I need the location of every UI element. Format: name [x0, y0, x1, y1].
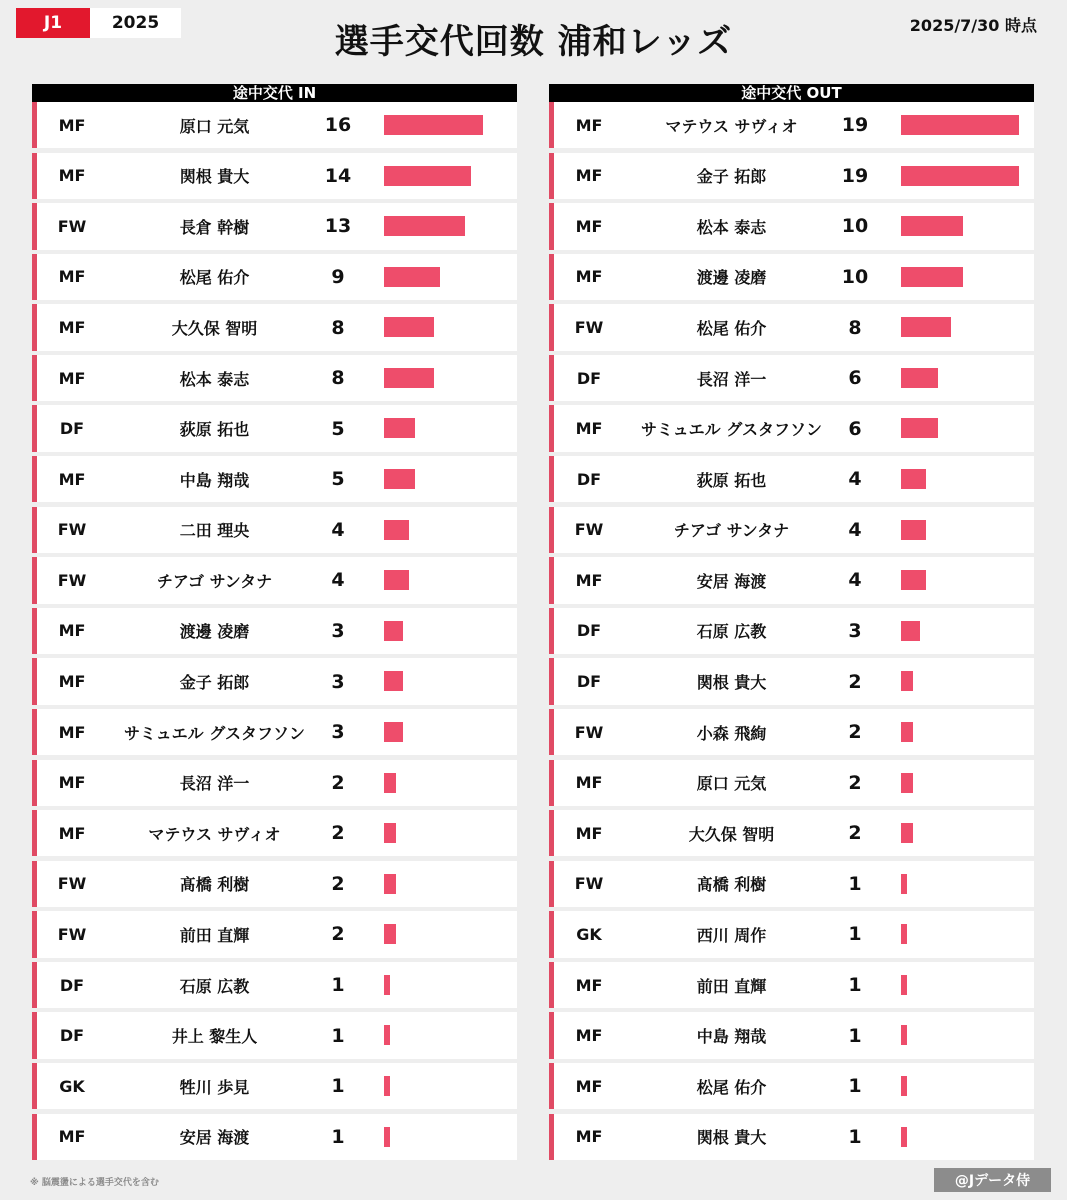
- player-name: 髙橋 利樹: [696, 875, 767, 895]
- position-label: MF: [575, 823, 603, 843]
- position-label: FW: [574, 318, 604, 337]
- panel-sub-in: [32, 84, 517, 1160]
- table-row: [32, 456, 517, 502]
- count-label: 14: [324, 164, 352, 187]
- table-row: [32, 1012, 517, 1058]
- player-name: 安居 海渡: [179, 1128, 250, 1148]
- position-label: MF: [58, 469, 86, 489]
- bar: [384, 166, 471, 186]
- bar: [384, 671, 403, 691]
- bar: [384, 570, 409, 590]
- table-row: [549, 962, 1034, 1008]
- position-label: FW: [57, 874, 87, 894]
- count-label: 4: [331, 569, 345, 592]
- bar: [901, 1127, 907, 1147]
- position-label: MF: [575, 773, 603, 793]
- count-label: 4: [331, 518, 345, 541]
- bar: [901, 823, 913, 843]
- count-label: 10: [841, 215, 869, 238]
- position-label: MF: [575, 1076, 603, 1096]
- table-row: [32, 254, 517, 300]
- bar: [384, 115, 483, 135]
- player-name: 石原 広教: [179, 976, 250, 996]
- player-name: サミュエル グスタフソン: [123, 723, 306, 743]
- position-label: FW: [57, 924, 87, 944]
- player-name: 渡邊 凌磨: [179, 622, 250, 642]
- bar: [901, 621, 920, 641]
- table-row: [32, 102, 517, 148]
- count-label: 13: [324, 215, 352, 238]
- player-name: 長倉 幹樹: [179, 217, 250, 237]
- position-label: MF: [575, 267, 603, 287]
- bar: [901, 975, 907, 995]
- table-row: [32, 962, 517, 1008]
- table-row: [32, 1063, 517, 1109]
- bar: [901, 722, 913, 742]
- count-label: 3: [331, 721, 345, 744]
- bar: [384, 418, 415, 438]
- position-label: MF: [58, 318, 86, 337]
- bar: [901, 671, 913, 691]
- position-label: MF: [575, 975, 603, 995]
- bar: [901, 874, 907, 894]
- bar: [384, 621, 403, 641]
- position-label: DF: [59, 1026, 85, 1046]
- player-name: チアゴ サンタナ: [673, 521, 790, 541]
- position-label: MF: [575, 115, 603, 135]
- player-name: 原口 元気: [179, 116, 250, 136]
- table-row: [549, 355, 1034, 401]
- bar: [384, 722, 403, 742]
- position-label: FW: [57, 216, 87, 236]
- player-name: チアゴ サンタナ: [156, 571, 273, 591]
- position-label: FW: [574, 520, 604, 540]
- table-row: [549, 153, 1034, 199]
- table-row: [32, 861, 517, 907]
- position-label: MF: [58, 773, 86, 793]
- player-name: 関根 貴大: [179, 167, 250, 187]
- chart-title: 選手交代回数 浦和レッズ: [334, 22, 733, 62]
- player-name: 松本 泰志: [696, 217, 767, 237]
- player-name: 荻原 拓也: [179, 420, 250, 440]
- table-row: [32, 760, 517, 806]
- count-label: 3: [848, 619, 862, 642]
- player-name: 小森 飛絢: [696, 723, 767, 743]
- count-label: 1: [848, 923, 862, 946]
- table-row: [549, 810, 1034, 856]
- position-label: MF: [575, 419, 603, 439]
- position-label: MF: [58, 267, 86, 287]
- count-label: 8: [331, 316, 345, 339]
- position-label: GK: [576, 924, 602, 944]
- player-name: 関根 貴大: [696, 1128, 767, 1148]
- player-name: 長沼 洋一: [179, 774, 250, 794]
- bar: [384, 216, 465, 236]
- table-row: [549, 405, 1034, 451]
- bar: [901, 317, 951, 337]
- table-row: [549, 254, 1034, 300]
- position-label: GK: [59, 1076, 85, 1096]
- player-name: 大久保 智明: [171, 319, 258, 338]
- player-name: 石原 広教: [696, 622, 767, 642]
- table-row: [549, 557, 1034, 603]
- table-row: [32, 911, 517, 957]
- player-name: 金子 拓郎: [696, 167, 767, 187]
- bar: [901, 267, 963, 287]
- player-name: 井上 黎生人: [171, 1027, 258, 1047]
- table-row: [549, 709, 1034, 755]
- position-label: DF: [576, 469, 602, 489]
- table-row: [549, 304, 1034, 350]
- table-row: [549, 658, 1034, 704]
- bar: [901, 520, 926, 540]
- bar: [901, 418, 938, 438]
- count-label: 3: [331, 670, 345, 693]
- position-label: DF: [576, 621, 602, 641]
- player-name: 牲川 歩見: [179, 1077, 250, 1097]
- position-label: DF: [59, 975, 85, 995]
- position-label: MF: [575, 166, 603, 186]
- bar: [901, 368, 938, 388]
- count-label: 1: [848, 974, 862, 997]
- player-name: 松本 泰志: [179, 369, 250, 389]
- bar: [901, 924, 907, 944]
- position-label: FW: [574, 722, 604, 742]
- count-label: 19: [841, 114, 869, 137]
- player-name: 前田 直輝: [179, 925, 250, 945]
- panel-title-in: 途中交代 IN: [32, 84, 517, 102]
- count-label: 4: [848, 518, 862, 541]
- season-badge: 2025: [90, 8, 181, 38]
- count-label: 1: [331, 1075, 345, 1098]
- table-row: [32, 507, 517, 553]
- count-label: 5: [331, 468, 345, 491]
- count-label: 6: [848, 417, 862, 440]
- bar: [384, 520, 409, 540]
- position-label: MF: [58, 621, 86, 641]
- count-label: 4: [848, 468, 862, 491]
- count-label: 4: [848, 569, 862, 592]
- player-name: サミュエル グスタフソン: [640, 420, 823, 440]
- count-label: 5: [331, 417, 345, 440]
- table-row: [32, 405, 517, 451]
- table-row: [549, 608, 1034, 654]
- bar: [384, 924, 396, 944]
- position-label: MF: [575, 570, 603, 590]
- position-label: MF: [575, 216, 603, 236]
- count-label: 2: [848, 721, 862, 744]
- bar: [384, 1025, 390, 1045]
- count-label: 1: [331, 1125, 345, 1148]
- bar: [901, 570, 926, 590]
- table-row: [549, 911, 1034, 957]
- player-name: マテウス サヴィオ: [665, 116, 798, 136]
- count-label: 1: [848, 1024, 862, 1047]
- credit-badge: @Jデータ侍: [934, 1168, 1051, 1192]
- player-name: 前田 直輝: [696, 976, 767, 996]
- table-row: [549, 1114, 1034, 1160]
- bar: [384, 975, 390, 995]
- bar: [901, 166, 1019, 186]
- player-name: 松尾 佑介: [179, 268, 250, 288]
- table-row: [549, 1063, 1034, 1109]
- position-label: MF: [58, 672, 86, 692]
- position-label: DF: [576, 368, 602, 388]
- count-label: 2: [331, 872, 345, 895]
- player-name: 関根 貴大: [696, 673, 767, 693]
- count-label: 1: [331, 1024, 345, 1047]
- table-row: [32, 709, 517, 755]
- bar: [384, 317, 434, 337]
- bar: [384, 368, 434, 388]
- count-label: 8: [848, 316, 862, 339]
- bar: [384, 773, 396, 793]
- count-label: 2: [848, 822, 862, 845]
- panel-sub-out: [549, 84, 1034, 1160]
- table-row: [32, 810, 517, 856]
- player-name: 渡邊 凌磨: [696, 268, 767, 288]
- count-label: 3: [331, 619, 345, 642]
- position-label: DF: [576, 672, 602, 692]
- header: [0, 0, 1067, 80]
- player-name: 二田 理央: [179, 521, 250, 541]
- bar: [384, 823, 396, 843]
- count-label: 9: [331, 265, 345, 288]
- position-label: MF: [58, 115, 86, 135]
- panel-title-out: 途中交代 OUT: [549, 84, 1034, 102]
- count-label: 1: [848, 1125, 862, 1148]
- position-label: DF: [59, 419, 85, 439]
- bar: [384, 267, 440, 287]
- position-label: MF: [58, 1127, 86, 1147]
- player-name: 西川 周作: [696, 925, 767, 945]
- bar: [901, 469, 926, 489]
- player-name: マテウス サヴィオ: [148, 824, 281, 844]
- position-label: MF: [575, 1127, 603, 1147]
- footnote: ※ 脳震盪による選手交代を含む: [30, 1178, 159, 1188]
- count-label: 6: [848, 367, 862, 390]
- player-name: 荻原 拓也: [696, 470, 767, 490]
- position-label: FW: [57, 520, 87, 540]
- count-label: 10: [841, 265, 869, 288]
- count-label: 1: [331, 974, 345, 997]
- table-row: [32, 1114, 517, 1160]
- player-name: 髙橋 利樹: [179, 875, 250, 895]
- bar: [901, 1076, 907, 1096]
- position-label: MF: [575, 1026, 603, 1046]
- count-label: 2: [331, 822, 345, 845]
- player-name: 原口 元気: [696, 774, 767, 794]
- player-name: 金子 拓郎: [179, 673, 250, 693]
- player-name: 中島 翔哉: [696, 1027, 767, 1047]
- table-row: [32, 355, 517, 401]
- position-label: MF: [58, 823, 86, 843]
- table-row: [32, 304, 517, 350]
- league-badge: J1: [16, 8, 90, 38]
- table-row: [32, 608, 517, 654]
- count-label: 2: [331, 923, 345, 946]
- as-of-date: 2025/7/30 時点: [909, 16, 1037, 35]
- table-row: [549, 507, 1034, 553]
- player-name: 松尾 佑介: [696, 1077, 767, 1097]
- count-label: 16: [324, 114, 352, 137]
- table-row: [549, 760, 1034, 806]
- player-name: 松尾 佑介: [696, 319, 767, 338]
- rows-sub-in: [32, 102, 517, 1160]
- player-name: 長沼 洋一: [696, 369, 767, 389]
- table-row: [549, 861, 1034, 907]
- count-label: 8: [331, 367, 345, 390]
- count-label: 2: [331, 771, 345, 794]
- player-name: 中島 翔哉: [179, 470, 250, 490]
- player-name: 大久保 智明: [688, 824, 775, 844]
- position-label: MF: [58, 368, 86, 388]
- position-label: FW: [57, 570, 87, 590]
- table-row: [32, 153, 517, 199]
- bar: [384, 874, 396, 894]
- bar: [901, 216, 963, 236]
- table-row: [32, 658, 517, 704]
- table-row: [32, 203, 517, 249]
- table-row: [549, 456, 1034, 502]
- table-row: [549, 102, 1034, 148]
- count-label: 19: [841, 164, 869, 187]
- bar: [384, 469, 415, 489]
- position-label: MF: [58, 166, 86, 186]
- table-row: [549, 203, 1034, 249]
- table-row: [32, 557, 517, 603]
- bar: [384, 1127, 390, 1147]
- count-label: 2: [848, 670, 862, 693]
- bar: [384, 1076, 390, 1096]
- player-name: 安居 海渡: [696, 571, 767, 591]
- position-label: MF: [58, 722, 86, 742]
- count-label: 2: [848, 771, 862, 794]
- bar: [901, 773, 913, 793]
- bar: [901, 115, 1019, 135]
- bar: [901, 1025, 907, 1045]
- count-label: 1: [848, 872, 862, 895]
- count-label: 1: [848, 1075, 862, 1098]
- table-row: [549, 1012, 1034, 1058]
- position-label: FW: [574, 874, 604, 894]
- rows-sub-out: [549, 102, 1034, 1160]
